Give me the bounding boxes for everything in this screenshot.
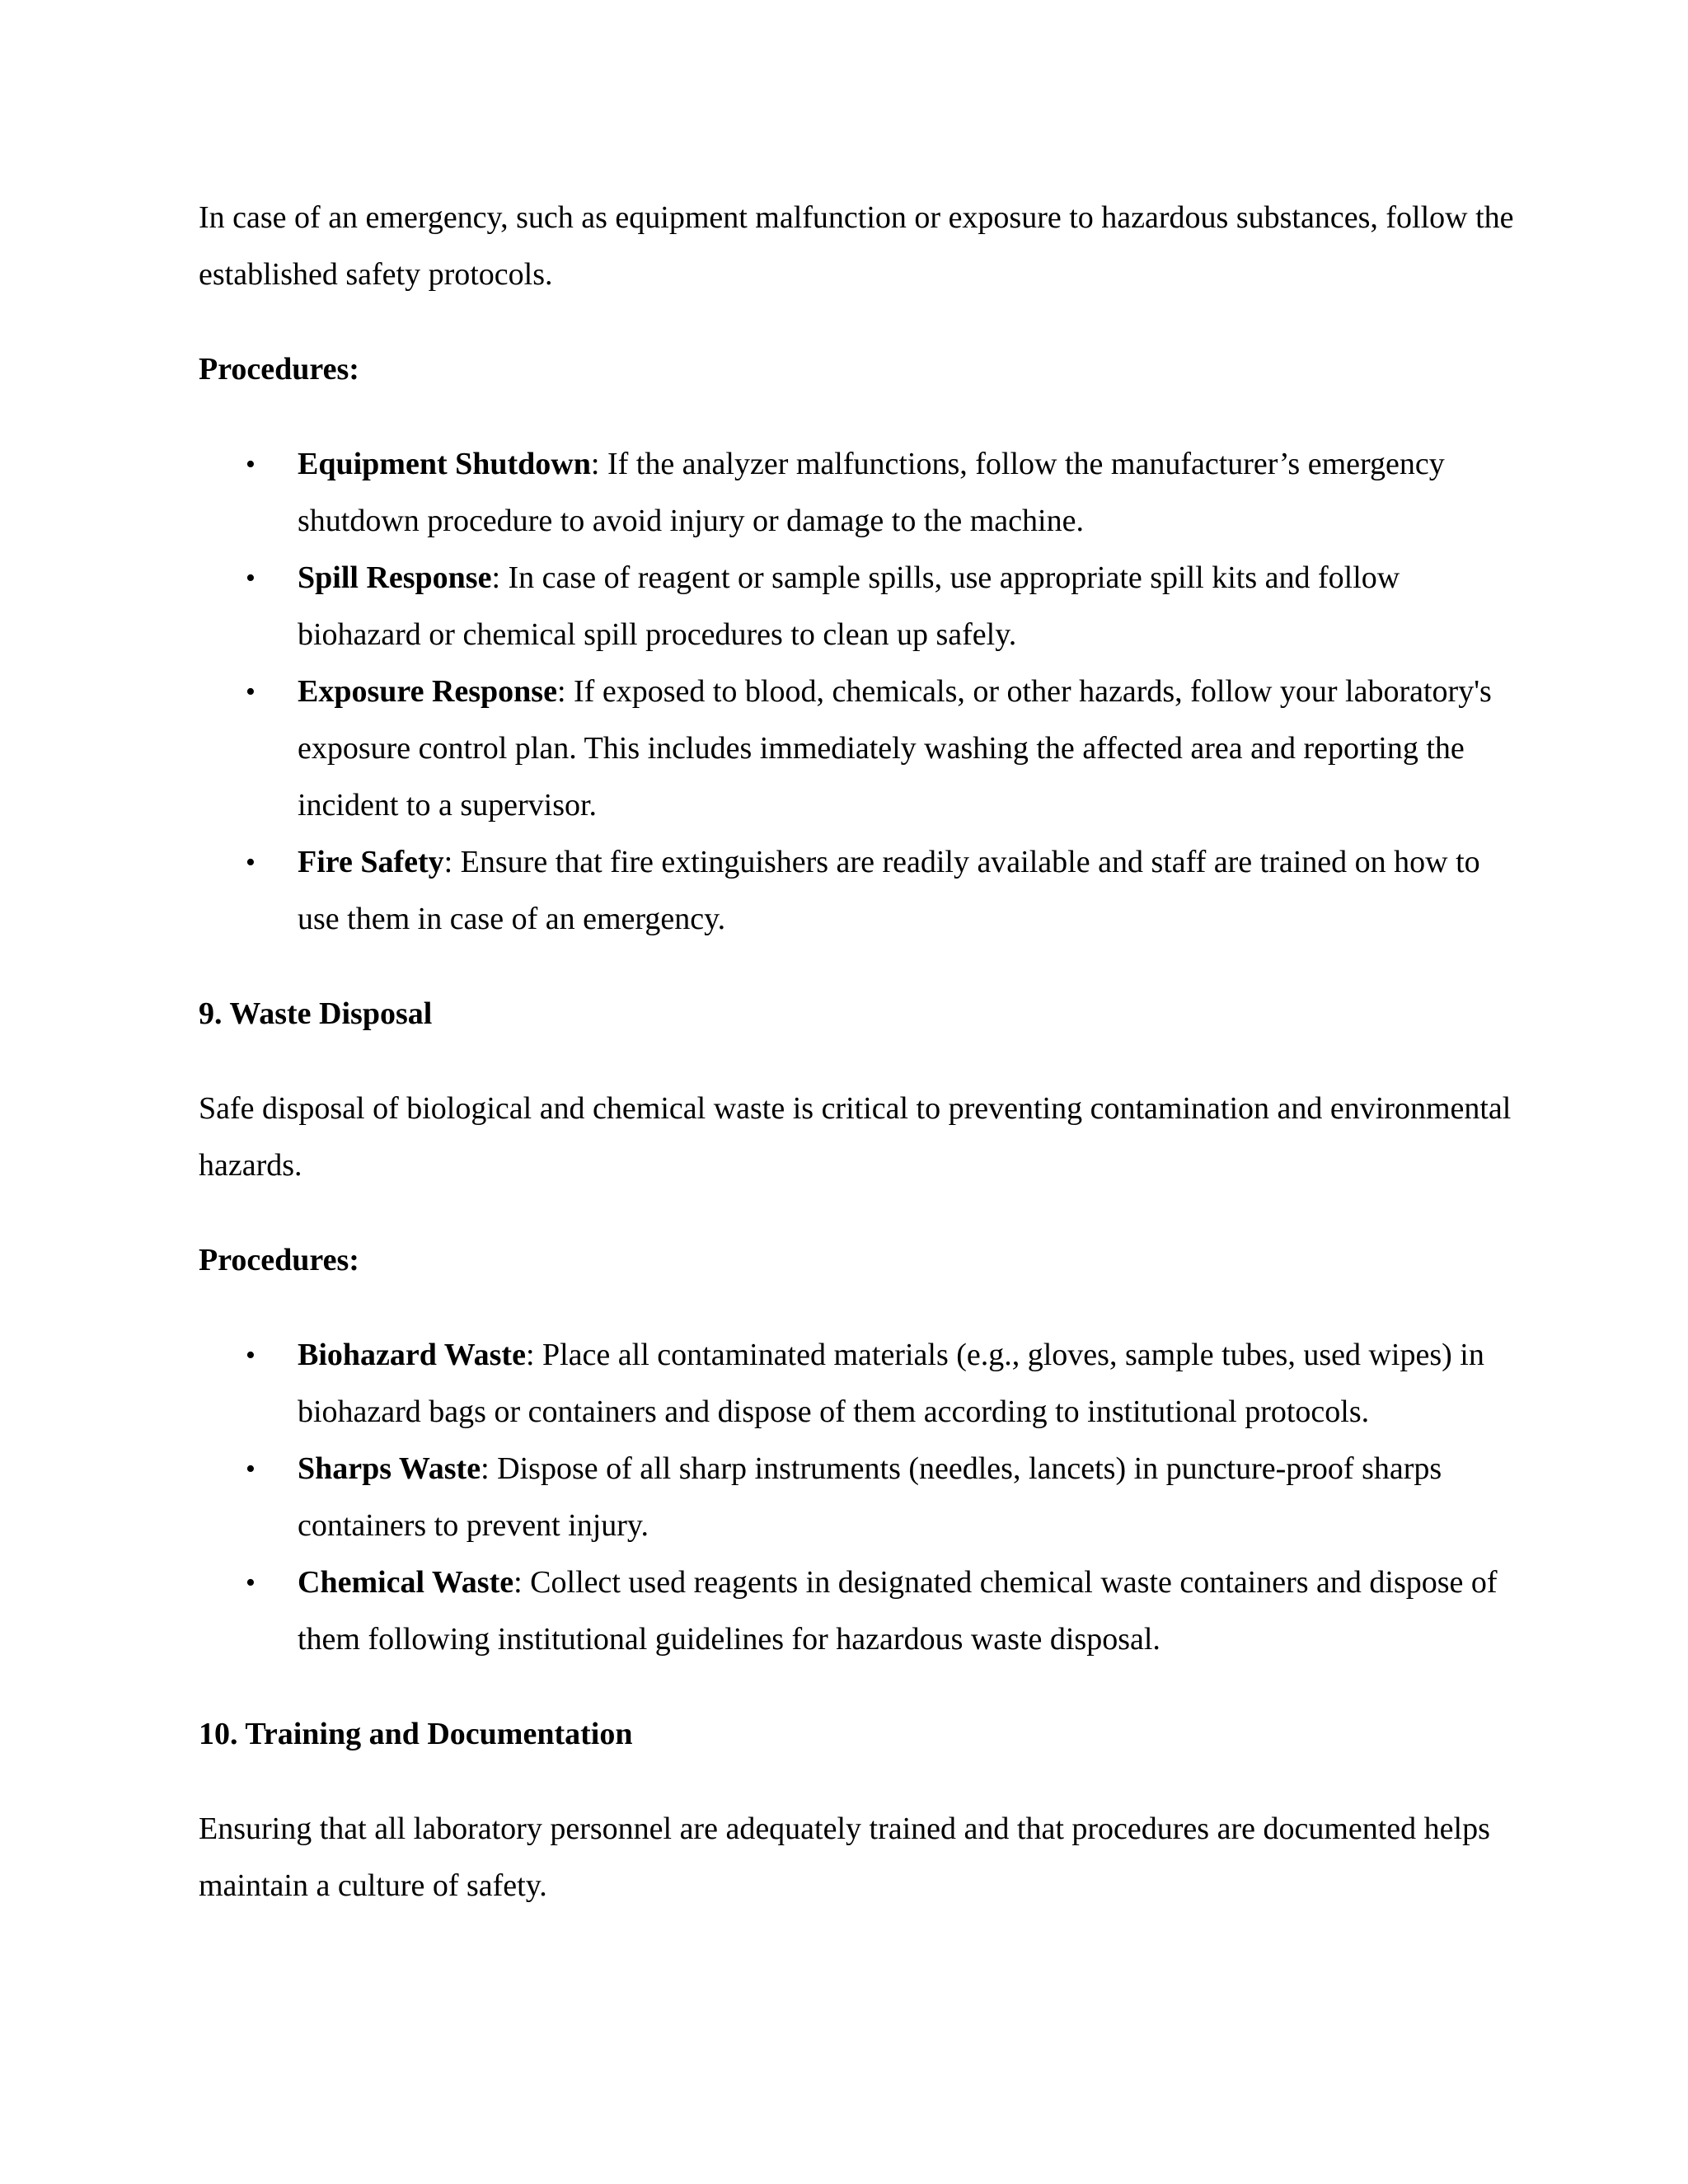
emergency-procedures-heading: Procedures: [199,352,359,387]
item-text: : Collect used reagents in designated chemical waste containers and dispose of them following institutional guidelines for hazardous waste disposal. [298,1565,1498,1657]
list-item [199,1327,1517,1441]
list-item [199,1554,1517,1668]
item-text: : Ensure that fire extinguishers are readily available and staff are trained on how to use them in case of an emergency. [298,845,1480,936]
bullet-icon: • [246,677,256,707]
item-term: Exposure Response [298,674,557,709]
list-item [199,550,1517,663]
waste-procedures-list [199,1327,1517,1668]
item-term: Equipment Shutdown [298,447,591,481]
document-body [199,190,1517,1952]
item-text: : If the analyzer malfunctions, follow the manufacturer’s emergency shutdown procedure to avoid injury or damage to the machine. [298,447,1445,538]
list-item [199,663,1517,834]
item-term: Chemical Waste [298,1565,514,1600]
list-item [199,834,1517,948]
bullet-icon: • [246,1568,256,1598]
list-item [199,436,1517,550]
item-text: : Place all contaminated materials (e.g., gloves, sample tubes, used wipes) in biohazard bags or containers and dispose of them according to institutional protocols. [298,1338,1484,1429]
bullet-icon: • [246,1454,256,1484]
emergency-intro-paragraph: In case of an emergency, such as equipment malfunction or exposure to hazardous substances, follow the established safety protocols. [199,200,1514,292]
training-heading: 10. Training and Documentation [199,1717,633,1751]
item-term: Biohazard Waste [298,1338,526,1372]
bullet-icon: • [246,449,256,480]
item-text: : Dispose of all sharp instruments (needles, lancets) in puncture-proof sharps containers to prevent injury. [298,1451,1442,1543]
waste-disposal-description: Safe disposal of biological and chemical waste is critical to preventing contamination and environmental hazards. [199,1091,1512,1183]
item-text: : In case of reagent or sample spills, use appropriate spill kits and follow biohazard or chemical spill procedures to clean up safely. [298,560,1400,652]
emergency-procedures-list [199,436,1517,948]
item-term: Spill Response [298,560,492,595]
training-description: Ensuring that all laboratory personnel are adequately trained and that procedures are documented helps maintain a culture of safety. [199,1811,1490,1903]
item-term: Fire Safety [298,845,444,879]
waste-disposal-heading: 9. Waste Disposal [199,996,433,1031]
item-term: Sharps Waste [298,1451,481,1486]
bullet-icon: • [246,563,256,593]
bullet-icon: • [246,847,256,878]
item-text: : If exposed to blood, chemicals, or other hazards, follow your laboratory's exposure control plan. This includes immediately washing the affected area and reporting the incident to a supervisor. [298,674,1492,823]
list-item [199,1441,1517,1554]
bullet-icon: • [246,1340,256,1371]
waste-procedures-heading: Procedures: [199,1243,359,1277]
